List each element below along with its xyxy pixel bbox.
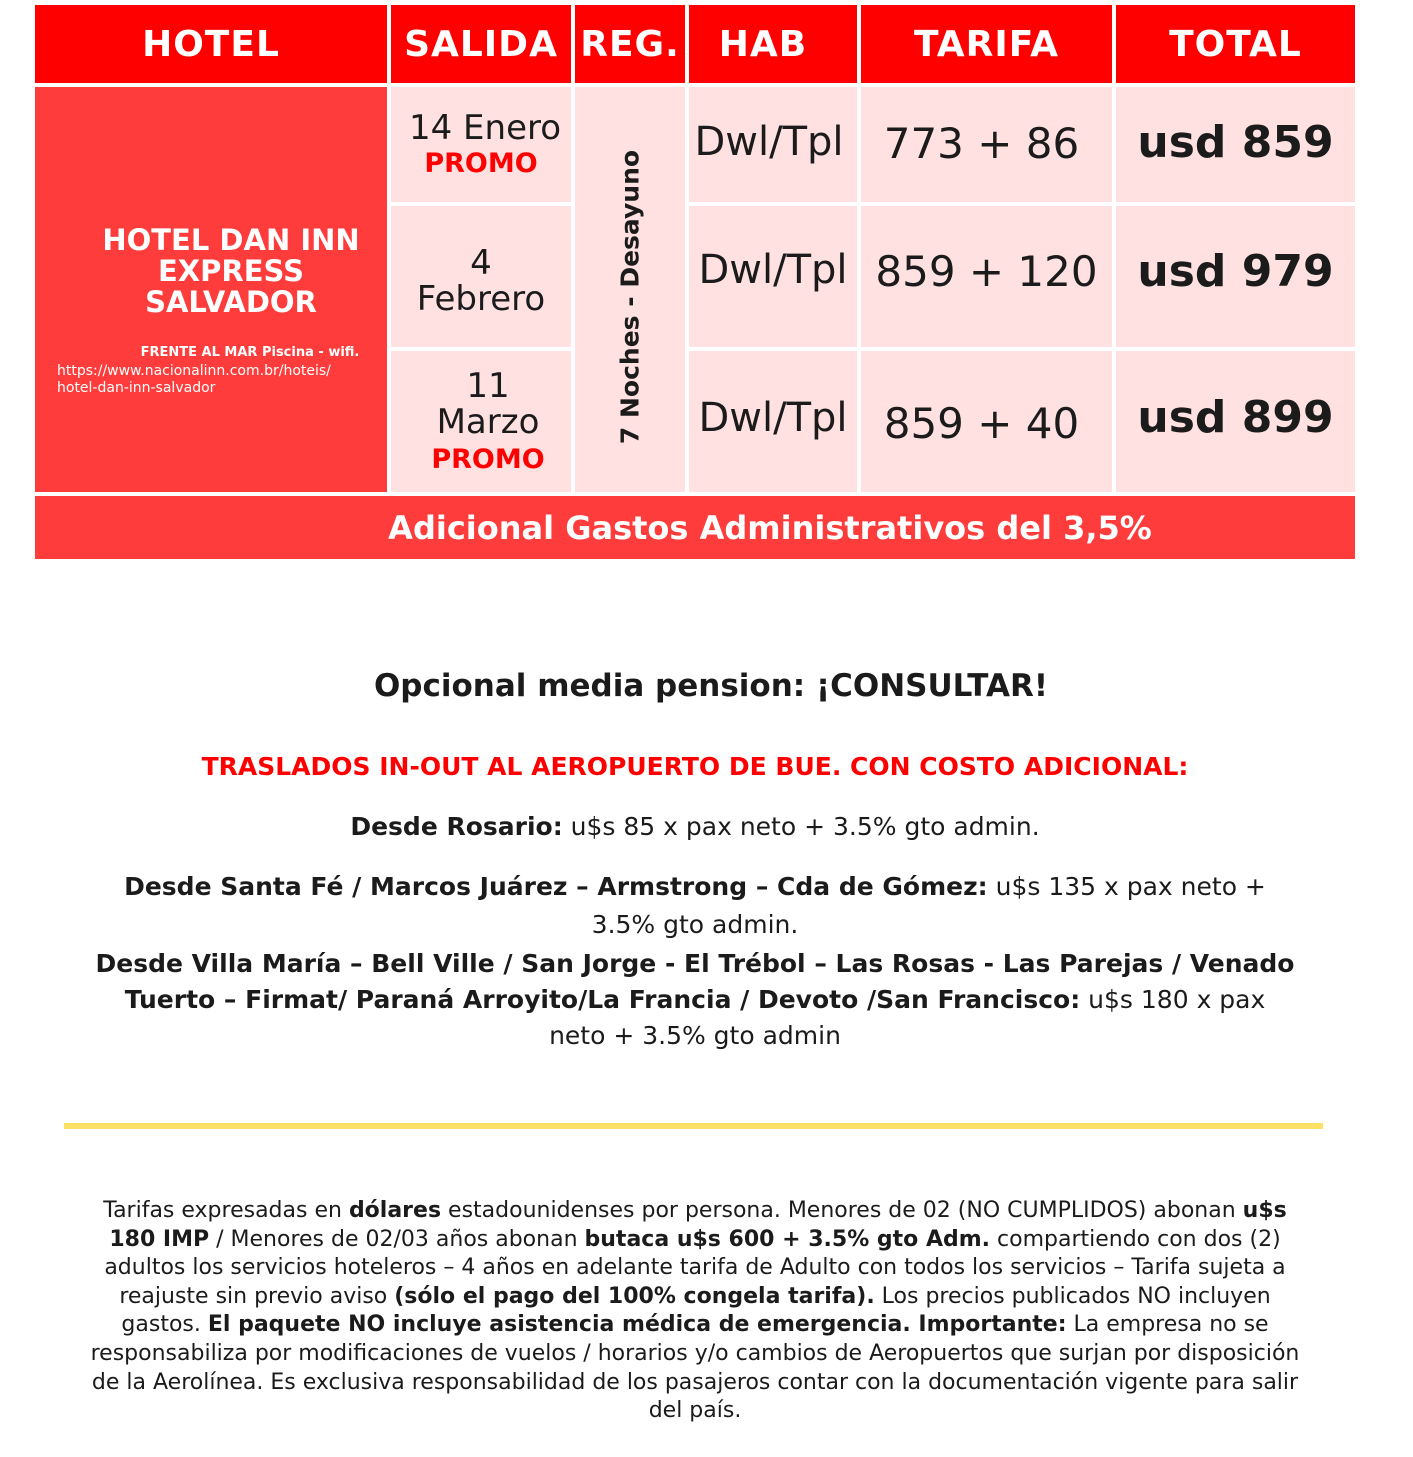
hotel-name bbox=[35, 225, 427, 318]
tarifa-row-3 bbox=[861, 351, 1112, 492]
hab-row-3 bbox=[689, 351, 857, 492]
salida-month: Febrero bbox=[416, 278, 546, 319]
hotel-link-line1: https://www.nacionalinn.com.br/hoteis/ bbox=[57, 363, 331, 379]
opcional-heading: Opcional media pension: ¡CONSULTAR! bbox=[373, 668, 1049, 704]
total-value: usd 859 bbox=[1137, 117, 1334, 168]
tarifa-value: 859 + 120 bbox=[875, 247, 1098, 296]
header-salida: SALIDA bbox=[391, 5, 571, 83]
salida-row-1 bbox=[391, 87, 571, 202]
traslado-origin: Desde Rosario: bbox=[350, 812, 563, 841]
salida-month: Marzo bbox=[436, 401, 540, 442]
traslado-price: u$s 85 x pax neto + 3.5% gto admin. bbox=[562, 812, 1040, 841]
hotel-link-line2: hotel-dan-inn-salvador bbox=[57, 380, 216, 396]
traslado-item-villa-maria bbox=[95, 946, 1295, 1054]
terms-text: La empresa no se responsabiliza por modificaciones de vuelos / horarios y/o cambios de Aeropuertos que surjan por disposición de la Aerolínea. Es exclusiva responsabilidad de los pasajeros contar con la documentación vigente para salir del país. bbox=[90, 1312, 1300, 1424]
hab-value: Dwl/Tpl bbox=[694, 118, 844, 165]
regimen-cell bbox=[575, 87, 685, 492]
salida-row-2 bbox=[391, 206, 571, 347]
tarifa-row-1 bbox=[861, 87, 1112, 202]
salida-day: 11 bbox=[466, 365, 510, 406]
hab-row-2 bbox=[689, 206, 857, 347]
header-tarifa: TARIFA bbox=[861, 5, 1112, 83]
terms-bold: dólares bbox=[348, 1198, 442, 1223]
traslado-item-rosario bbox=[0, 809, 1390, 845]
header-hotel: HOTEL bbox=[35, 5, 387, 83]
terms-paragraph bbox=[85, 1197, 1305, 1426]
regimen-text: 7 Noches - Desayuno bbox=[615, 149, 645, 445]
promo-badge: PROMO bbox=[424, 147, 538, 179]
hotel-link[interactable] bbox=[57, 363, 387, 397]
tarifa-row-2 bbox=[861, 206, 1112, 347]
admin-fee-text: Adicional Gastos Administrativos del 3,5% bbox=[388, 508, 1152, 547]
total-row-2 bbox=[1116, 206, 1355, 347]
traslado-price: u$s 135 x pax neto + 3.5% gto admin. bbox=[591, 872, 1266, 939]
header-reg: REG. bbox=[575, 5, 685, 83]
traslado-item-santa-fe bbox=[120, 868, 1270, 944]
promo-badge: PROMO bbox=[431, 443, 545, 475]
hab-value: Dwl/Tpl bbox=[698, 394, 848, 441]
terms-bold: u$s 180 IMP bbox=[109, 1198, 1287, 1252]
terms-text: Tarifas expresadas en bbox=[103, 1198, 349, 1223]
terms-text: compartiendo con dos (2) adultos los servicios hoteleros – 4 años en adelante tarifa de Adulto con todos los servicios – Tarifa sujeta a reajuste sin previo aviso bbox=[104, 1226, 1286, 1309]
terms-bold: (sólo el pago del 100% congela tarifa). bbox=[394, 1283, 875, 1309]
traslado-origin: Desde Villa María – Bell Ville / San Jorge - El Trébol – Las Rosas - Las Parejas / Venado Tuerto – Firmat/ Paraná Arroyito/La Francia / Devoto /San Francisco: bbox=[95, 949, 1295, 1014]
terms-text: Los precios publicados NO incluyen gastos. bbox=[121, 1283, 1271, 1338]
traslado-origin: Desde Santa Fé / Marcos Juárez – Armstrong – Cda de Gómez: bbox=[124, 872, 988, 901]
tarifa-value: 859 + 40 bbox=[883, 399, 1080, 448]
hab-row-1 bbox=[689, 87, 857, 202]
hotel-name-line2: EXPRESS bbox=[157, 254, 305, 288]
salida-row-3 bbox=[391, 351, 571, 492]
hotel-description: FRENTE AL MAR Piscina - wifi. bbox=[140, 345, 360, 360]
terms-bold: El paquete NO incluye asistencia médica de emergencia. Importante: bbox=[207, 1312, 1067, 1338]
terms-bold: butaca u$s 600 + 3.5% gto Adm. bbox=[584, 1226, 991, 1252]
header-hab: HAB bbox=[689, 5, 857, 83]
salida-date: 14 Enero bbox=[408, 107, 562, 148]
hotel-name-line1: HOTEL DAN INN bbox=[102, 223, 360, 257]
salida-day: 4 bbox=[470, 242, 492, 283]
total-value: usd 979 bbox=[1137, 246, 1334, 297]
hotel-cell bbox=[35, 87, 387, 492]
terms-text: estadounidenses por persona. Menores de 02 (NO CUMPLIDOS) abonan bbox=[441, 1198, 1243, 1223]
total-row-3 bbox=[1116, 351, 1355, 492]
terms-text: / Menores de 02/03 años abonan bbox=[209, 1226, 585, 1252]
traslado-price: u$s 180 x pax neto + 3.5% gto admin bbox=[549, 985, 1266, 1050]
hab-value: Dwl/Tpl bbox=[698, 246, 848, 293]
divider-line bbox=[64, 1123, 1323, 1129]
tarifa-value: 773 + 86 bbox=[883, 119, 1080, 168]
hotel-name-line3: SALVADOR bbox=[145, 285, 317, 319]
header-total: TOTAL bbox=[1116, 5, 1355, 83]
total-row-1 bbox=[1116, 87, 1355, 202]
total-value: usd 899 bbox=[1137, 392, 1334, 443]
traslados-title: TRASLADOS IN-OUT AL AEROPUERTO DE BUE. CON COSTO ADICIONAL: bbox=[201, 752, 1189, 781]
admin-fee-bar bbox=[35, 496, 1355, 559]
